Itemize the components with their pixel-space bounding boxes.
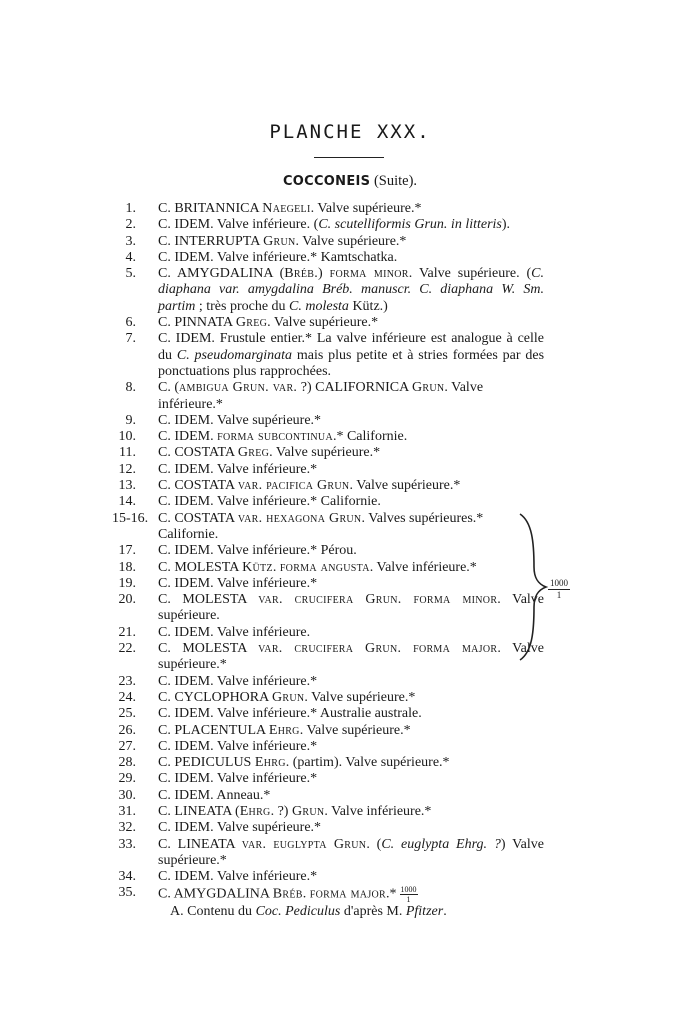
plate-number: 35. [118, 885, 136, 901]
plate-number: 18. [118, 559, 136, 575]
plate-description [158, 462, 544, 478]
plate-description [158, 869, 544, 885]
text-run: . Valve supérieure.* [158, 641, 544, 673]
plate-entry [0, 266, 700, 315]
plate-description [158, 690, 544, 706]
plate-number: 9. [125, 412, 136, 428]
text-run: d'après M. [340, 904, 406, 920]
text-run: C. AMYGDALINA [158, 887, 273, 903]
plate-entry [0, 641, 700, 674]
plate-entry [0, 576, 700, 592]
plate-description [158, 217, 544, 233]
text-run: C. IDEM. Valve inférieure.* Californie. [158, 494, 381, 510]
text-run: . Valve supérieure.* [299, 722, 411, 738]
text-run: C. IDEM. Valve supérieure.* [158, 412, 322, 428]
text-run: Grun [271, 689, 305, 705]
plate-number: 32. [118, 820, 136, 836]
text-run: . Valve supérieure.* [310, 201, 422, 216]
text-run: . Valve inférieure.* [324, 803, 432, 819]
text-run: Kütz [242, 559, 273, 575]
text-run: C. PLACENTULA [158, 722, 269, 738]
text-run: Ehrg [239, 803, 271, 819]
text-run: C. IDEM. Valve inférieure.* [158, 771, 318, 787]
text-run: . ?) [270, 803, 292, 819]
plate-description [158, 641, 544, 674]
text-run: C. IDEM. Valve supérieure.* [158, 820, 322, 836]
plate-entry [0, 706, 700, 722]
text-run: . Valve supérieure.* [304, 689, 416, 705]
text-run: C. IDEM. [158, 429, 218, 445]
plate-entry [0, 869, 700, 885]
text-run: .* Californie. [332, 429, 408, 445]
plate-description [158, 429, 544, 445]
text-run: ). [501, 217, 511, 233]
plate-number: 8. [125, 380, 136, 396]
plate-entry [0, 413, 700, 429]
plate-entry [0, 380, 700, 413]
text-run: . Valve supérieure. [158, 592, 545, 624]
text-run: C. LINEATA [158, 836, 242, 852]
plate-description [158, 885, 544, 904]
plate-entry [0, 820, 700, 836]
text-run: . [272, 559, 280, 575]
text-run: C. IDEM. Valve inférieure.* Australie australe. [158, 706, 422, 722]
plate-entry [0, 217, 700, 233]
plate-description [158, 820, 544, 836]
text-run: Bréb. [284, 266, 319, 282]
text-run: Pfitzer [405, 904, 444, 920]
plate-number: 30. [118, 787, 136, 803]
text-run: Greg [237, 445, 270, 461]
plate-description [158, 674, 544, 690]
plate-description [158, 560, 544, 576]
text-run: C. IDEM. Frustule entier.* La valve inférieure est analogue à celle du [158, 331, 544, 363]
plate-entry [0, 771, 700, 787]
plate-number: 2. [125, 217, 136, 233]
text-run: C. molesta [289, 298, 349, 314]
text-run: C. MOLESTA [158, 559, 243, 575]
text-run: A. Contenu du [170, 904, 256, 920]
text-run: C. scutelliformis Grun. in litteris [318, 217, 502, 233]
plate-description [158, 511, 544, 544]
text-run: C. IDEM. Valve inférieure.* [158, 461, 318, 477]
text-run: C. IDEM. Valve inférieure.* [158, 738, 318, 754]
text-run: C. IDEM. Valve inférieure.* Kamtschatka. [158, 249, 398, 265]
text-run: C. euglypta Ehrg. ? [381, 836, 501, 852]
text-run: C. COSTATA [158, 478, 238, 494]
plate-description [158, 592, 544, 625]
text-run: C. IDEM. Valve inférieure.* [158, 869, 318, 885]
text-run: ; très proche du [195, 298, 290, 314]
text-run: C. INTERRUPTA [158, 233, 264, 249]
text-run: C. IDEM. Anneau.* [158, 787, 271, 803]
plate-description [158, 266, 544, 315]
text-run: C. PINNATA [158, 315, 236, 331]
plate-number: 29. [118, 771, 136, 787]
text-run: . Valve supérieure.* [295, 233, 407, 249]
plate-number: 33. [118, 836, 136, 852]
plate-description [158, 788, 544, 804]
text-run: . [302, 887, 310, 903]
plate-entry [0, 478, 700, 494]
magnification-denominator: 1 [556, 590, 562, 600]
text-run: Coc. Pediculus [255, 904, 341, 920]
plate-entry [0, 331, 700, 380]
text-run: ambigua Grun. var. [179, 380, 298, 396]
text-run: C. IDEM. Valve inférieure.* [158, 575, 318, 591]
plate-description [158, 234, 544, 250]
plate-number: 11. [119, 445, 136, 461]
plate-entry [0, 511, 700, 544]
plate-number: 17. [118, 543, 136, 559]
text-run: Grun [411, 380, 445, 396]
text-run: . Valve supérieure.* [349, 478, 461, 494]
plate-description [158, 625, 544, 641]
plate-entry [0, 904, 700, 920]
plate-description [158, 494, 544, 510]
plate-entry [0, 429, 700, 445]
plate-number: 1. [125, 201, 136, 216]
plate-number: 10. [118, 429, 136, 445]
plate-number: 12. [118, 461, 136, 477]
text-run: . Valves supérieures.* Californie. [158, 510, 484, 542]
plate-entry [0, 723, 700, 739]
plate-description [158, 804, 544, 820]
plate-entry [0, 560, 700, 576]
brace-bracket [518, 512, 548, 662]
plate-entry [0, 804, 700, 820]
plate-description [158, 576, 544, 592]
text-run: forma major [309, 887, 386, 903]
plate-number: 27. [118, 738, 136, 754]
text-run: . Valve inférieure.* [369, 559, 477, 575]
text-run: var. crucifera Grun. forma minor [258, 592, 498, 608]
text-run: . Valve inférieure.* [158, 380, 484, 412]
magnification-numerator: 1000 [550, 578, 568, 588]
plate-number: 34. [118, 869, 136, 885]
plate-description [158, 380, 544, 413]
plate-description [158, 331, 544, 380]
text-run: var. pacifica Grun [237, 478, 350, 494]
plate-entry [0, 592, 700, 625]
text-run: var. crucifera Grun. forma major [258, 641, 498, 657]
text-run: . Valve supérieure. ( [408, 266, 532, 282]
plate-description [158, 413, 544, 429]
inline-numerator: 1000 [400, 885, 417, 895]
text-run: . (partim). Valve supérieure.* [285, 755, 450, 771]
text-run: C. MOLESTA [158, 641, 259, 657]
text-run: C. CYCLOPHORA [158, 689, 272, 705]
text-run: Kütz.) [348, 298, 388, 314]
plate-number: 25. [118, 706, 136, 722]
heading-suffix: (Suite). [373, 173, 418, 189]
plate-description [158, 723, 544, 739]
text-run: Ehrg [268, 722, 300, 738]
text-run: C. COSTATA [158, 510, 238, 526]
text-run: ) [318, 266, 330, 282]
text-run: C. COSTATA [158, 445, 238, 461]
plate-entry [0, 201, 700, 217]
plate-description [158, 755, 544, 771]
plate-number: 26. [118, 722, 136, 738]
text-run: . Valve supérieure.* [269, 445, 381, 461]
text-run: .* [386, 887, 397, 903]
text-run: Greg [235, 315, 268, 331]
plate-description [158, 771, 544, 787]
text-run: Bréb [272, 887, 303, 903]
plate-number: 13. [118, 478, 136, 494]
plate-entry [0, 315, 700, 331]
plate-note [170, 904, 700, 920]
plate-description [158, 739, 544, 755]
plate-entry [0, 788, 700, 804]
plate-entry [0, 445, 700, 461]
text-run: Grun [263, 233, 296, 249]
text-run: C. IDEM. Valve inférieure.* [158, 673, 318, 689]
plate-description [158, 315, 544, 331]
inline-magnification [400, 885, 418, 904]
plate-list [0, 201, 700, 921]
section-heading [0, 173, 700, 190]
plate-description [158, 445, 544, 461]
plate-number: 4. [125, 249, 136, 265]
plate-number: 20. [118, 592, 136, 608]
text-run: C. MOLESTA [158, 592, 259, 608]
text-run: C. pseudomarginata [176, 347, 293, 363]
plate-entry [0, 462, 700, 478]
plate-number: 14. [118, 494, 136, 510]
plate-description [158, 837, 544, 870]
text-run: . [443, 904, 447, 920]
plate-number: 21. [118, 624, 136, 640]
text-run: Naegeli [262, 201, 311, 216]
plate-number: 5. [125, 266, 136, 282]
title-rule [314, 157, 384, 158]
plate-entry [0, 494, 700, 510]
text-run: C. diaphana var. amygdalina Bréb. manuscr. C. diaphana W. Sm. partim [158, 266, 544, 314]
plate-entry [0, 234, 700, 250]
plate-number: 24. [118, 689, 136, 705]
text-run: C. ( [158, 380, 179, 396]
plate-entry [0, 885, 700, 904]
plate-number: 7. [125, 331, 136, 347]
plate-description [158, 706, 544, 722]
text-run: C. IDEM. Valve inférieure.* Pérou. [158, 543, 357, 559]
plate-entry [0, 690, 700, 706]
magnification-fraction [548, 578, 570, 601]
plate-entry [0, 837, 700, 870]
plate-number: 28. [118, 755, 136, 771]
plate-number: 19. [118, 575, 136, 591]
genus-heading: COCCONEIS [282, 174, 371, 189]
text-run: Grun [291, 803, 325, 819]
text-run: . ( [366, 836, 382, 852]
text-run: C. BRITANNICA [158, 201, 263, 216]
text-run: C. AMYGDALINA ( [158, 266, 285, 282]
plate-number: 6. [125, 315, 136, 331]
inline-denominator: 1 [406, 895, 411, 905]
text-run: var. hexagona Grun [237, 510, 362, 526]
text-run: C. LINEATA ( [158, 803, 240, 819]
plate-description [158, 250, 544, 266]
plate-entry [0, 543, 700, 559]
plate-description [158, 543, 544, 559]
text-run: C. PEDICULUS [158, 755, 255, 771]
plate-entry [0, 739, 700, 755]
text-run: . Valve supérieure.* [267, 315, 379, 331]
plate-number: 22. [118, 641, 136, 657]
text-run: var. euglypta Grun [241, 836, 367, 852]
plate-number: 23. [118, 673, 136, 689]
plate-number: 15-16. [112, 510, 149, 526]
plate-entry [0, 755, 700, 771]
text-run: ?) CALIFORNICA [297, 380, 412, 396]
plate-description [158, 201, 544, 217]
text-run: forma angusta [279, 559, 370, 575]
plate-number: 31. [118, 803, 136, 819]
plate-entry [0, 674, 700, 690]
text-run: C. IDEM. Valve inférieure. [158, 624, 311, 640]
plate-description [158, 478, 544, 494]
plate-number: 3. [125, 233, 136, 249]
plate-entry [0, 625, 700, 641]
page-title: PLANCHE XXX. [269, 121, 431, 143]
text-run: forma minor [329, 266, 409, 282]
text-run: C. IDEM. Valve inférieure. ( [158, 217, 319, 233]
text-run: mais plus petite et à stries formées par des ponctuations plus rapprochées. [158, 347, 545, 379]
text-run: forma subcontinua [217, 429, 333, 445]
text-run: Ehrg [254, 755, 286, 771]
plate-entry [0, 250, 700, 266]
text-run: ) Valve supérieure.* [158, 836, 544, 868]
